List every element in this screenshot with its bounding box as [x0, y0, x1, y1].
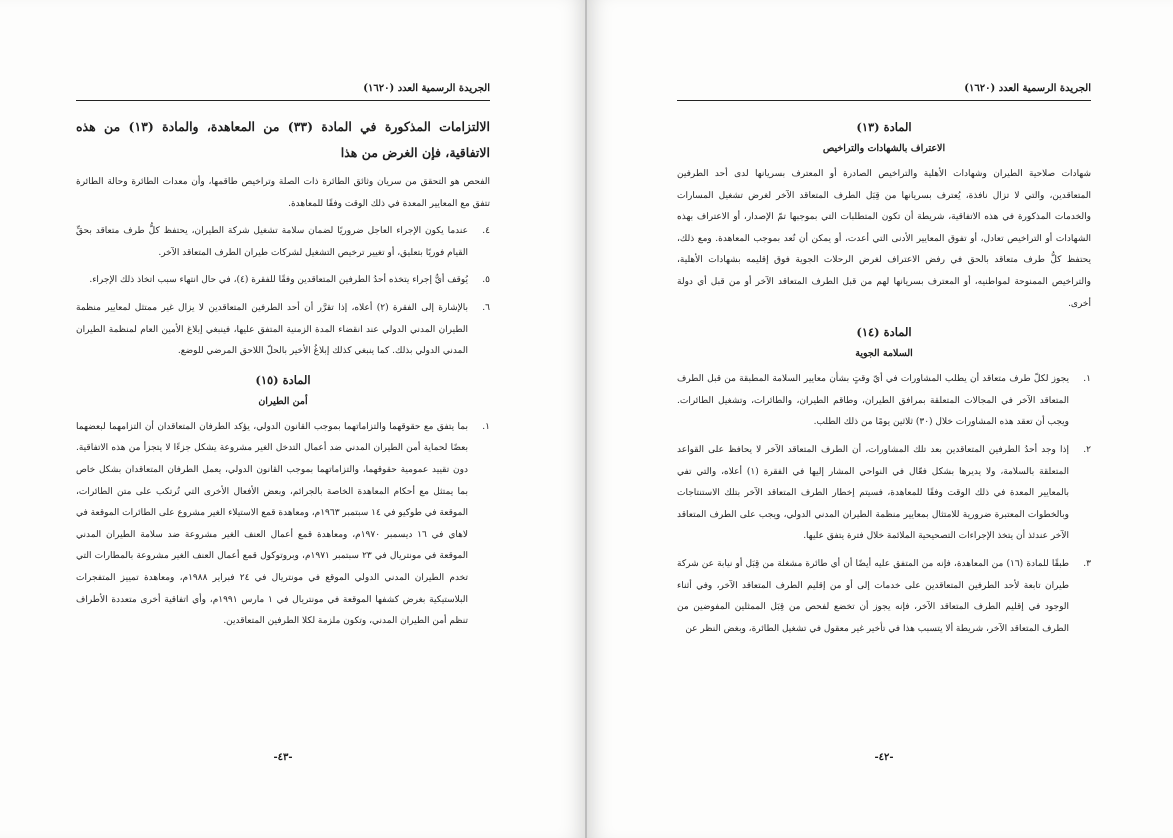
page-number: -٤٣- [273, 752, 293, 763]
list-item [76, 417, 490, 633]
article-subtitle: أمن الطيران [258, 395, 308, 407]
item-text: بما يتفق مع حقوقهما والتزاماتهما بموجب القانون الدولي، يؤكد الطرفان المتعاقدان أن التزامهما لبعضهما بعضًا لحماية أمن الطيران المدني ضد أعمال التدخل الغير مشروعة يشكل جزءًا لا يتجزأ من هذه الاتفاقية. دون تقييد عمومية حقوقهما، والتزاماتهما بموجب القانون الدولي، يعمل الطرفان المتعاقدان بشكل خاص بما يمتثل مع أحكام المعاهدة الخاصة بالجرائم، وبعض الأفعال الأخرى التي تُرتكب على متن الطائرات، الموقعة في طوكيو في ١٤ سبتمبر ١٩٦٣م، ومعاهدة قمع الاستيلاء الغير مشروع على الطائرات الموقعة في لاهاي في ١٦ ديسمبر ١٩٧٠م، ومعاهدة قمع أعمال العنف الغير مشروعة ضد سلامة الطيران المدني الموقعة في مونتريال في ٢٣ سبتمبر ١٩٧١م، وبروتوكول قمع أعمال العنف الغير مشروعة بالمطارات التي تخدم الطيران المدني الدولي الموقع في مونتريال في ٢٤ فبراير ١٩٨٨م، ومعاهدة تمييز المتفجرات البلاستيكية بغرض كشفها الموقعة في مونتريال في ١ مارس ١٩٩١م، وأي اتفاقية أخرى متعددة الأطراف تنظم أمن الطيران المدني، وتكون ملزمة لكلا الطرفين المتعاقدين. [76, 421, 468, 627]
item-number: ٦. [482, 302, 490, 313]
item-text: عندما يكون الإجراء العاجل ضروريًا لضمان سلامة تشغيل شركة الطيران، يحتفظ كلُّ طرف متعاقد بحقِّ القيام فوريًا بتعليق، أو تغيير ترخيص التشغيل لشركات طيران الطرف المتعاقد الآخر. [76, 226, 468, 258]
left-page [0, 0, 586, 838]
item-number: ١. [482, 421, 490, 432]
article-title: المادة (١٣) [856, 120, 912, 134]
header-rule [76, 100, 490, 101]
article-title: المادة (١٥) [255, 372, 311, 387]
body-paragraph: شهادات صلاحية الطيران وشهادات الأهلية والتراخيص الصادرة أو المعترف بسريانها لدى أحد الطرفين المتعاقدين، والتي لا تزال نافذة، يُعترف بسريانها من قِبَل الطرف المتعاقد الآخر لغرض تشغيل المسارات والخدمات المذكورة في هذه الاتفاقية، شريطة أن تكون المتطلبات التي بموجبها تمّ الإصدار، أو الاعتراف بهذه الشهادات أو التراخيص تعادل، أو تفوق المعايير الأدنى التي أعدت، أو يمكن أن تُعد بموجب المعاهدة. ومع ذلك، يحتفظ كلُّ طرف متعاقد بالحق في رفض الاعتراف لغرض الرحلات الجوية فوق إقليمه بشهادات الأهلية، والتراخيص الممنوحة لمواطنيه، أو المعترف بسريانها لهم من قبل الطرف المتعاقد الآخر أو من قبل أي دولة أخرى. [677, 169, 1091, 309]
right-page [587, 0, 1173, 838]
item-number: ١. [1083, 374, 1091, 385]
article-subtitle: الاعتراف بالشهادات والتراخيص [822, 143, 946, 154]
header-rule [677, 100, 1091, 101]
list-item [76, 221, 490, 264]
list-item [76, 270, 490, 292]
item-text: بالإشارة إلى الفقرة (٢) أعلاه، إذا تقرَّر أن أحد الطرفين المتعاقدين لا يزال غير ممتثل لمعايير منظمة الطيران المدني الدولي عند انقضاء المدة الزمنية المتفق عليها، فينبغي إبلاغ الأمين العام لمنظمة الطيران المدني الدولي بذلك. كما ينبغي كذلك إبلاغُ الأخير بالحلّ اللاحق المرضي للوضع. [76, 302, 468, 357]
list-item [76, 298, 490, 363]
list-item [677, 554, 1091, 640]
item-text: يجوز لكلّ طرف متعاقد أن يطلب المشاورات في أيّ وقتٍ بشأن معايير السلامة المطبقة من قبل الطرف المتعاقد الآخر في المجالات المتعلقة بمرافق الطيران، وطاقم الطيران، والطائرات، وتشغيل الطائرات. ويجب أن تعقد هذه المشاورات خلال (٣٠) ثلاثين يومًا من ذلك الطلب. [677, 374, 1069, 428]
page-header: الجريدة الرسمية العدد (١٦٢٠) [964, 83, 1091, 94]
list-item [677, 369, 1091, 434]
right-page-body [677, 114, 1091, 646]
article-title: المادة (١٤) [856, 325, 912, 340]
item-number: ٤. [482, 226, 490, 237]
item-text: إذا وجد أحدُ الطرفين المتعاقدين بعد تلك المشاورات، أن الطرف المتعاقد الآخر لا يحافظ على القواعد المتعلقة بالسلامة، ولا يديرها بشكل فعّال في النواحي المشار إليها في الفقرة (١) أعلاه، والتي تفي بالمعايير المعدة في ذلك الوقت وفقًا للمعاهدة، فسيتم إخطار الطرف المتعاقد الآخر بتلك الاستنتاجات وبالخطوات المعتبرة ضرورية للامتثال بمعايير منظمة الطيران المدني الدولي، ويجب على الطرف المتعاقد الآخر عندئذ أن يتخذ الإجراءات التصحيحية الملائمة خلال فترة يتفق عليها. [677, 444, 1070, 542]
page-header: الجريدة الرسمية العدد (١٦٢٠) [363, 83, 490, 94]
list-item [677, 440, 1091, 548]
left-page-body [76, 114, 490, 639]
body-paragraph: الفحص هو التحقق من سريان وثائق الطائرة ذات الصلة وتراخيص طاقمها، وأن معدات الطائرة وحالة الطائرة تتفق مع المعايير المعدة في ذلك الوقت وفقًا للمعاهدة. [76, 177, 490, 209]
item-number: ٢. [1083, 444, 1091, 455]
item-text: طبقًا للمادة (١٦) من المعاهدة، فإنه من المتفق عليه أيضًا أن أي طائرة مشغلة من قِبَل أو نيابة عن شركة طيران تابعة لأحد الطرفين المتعاقدين على خدمات إلى أو من إقليم الطرف المتعاقد الآخر، وفي أثناء الوجود في إقليم الطرف المتعاقد الآخر، فإنه يجوز أن تخضع لفحص من قِبَل الممثلين المفوضين من الطرف المتعاقد الآخر، شريطة ألا يتسبب هذا في تأخير غير معقول في تشغيل الطائرة، وبغض النظر عن [677, 558, 1070, 634]
item-text: يُوقف أيُّ إجراء يتخذه أحدُ الطرفين المتعاقدين وفقًا للفقرة (٤)، في حال انتهاء سبب اتخاذ ذلك الإجراء. [89, 275, 468, 286]
lead-line: الالتزامات المذكورة في المادة (٣٣) من المعاهدة، والمادة (١٣) من هذه الاتفاقية، فإن الغرض من هذا [76, 119, 491, 160]
item-number: ٣. [1083, 558, 1091, 569]
item-number: ٥. [482, 275, 490, 286]
article-subtitle: السلامة الجوية [855, 348, 913, 360]
page-number: -٤٢- [874, 752, 894, 763]
